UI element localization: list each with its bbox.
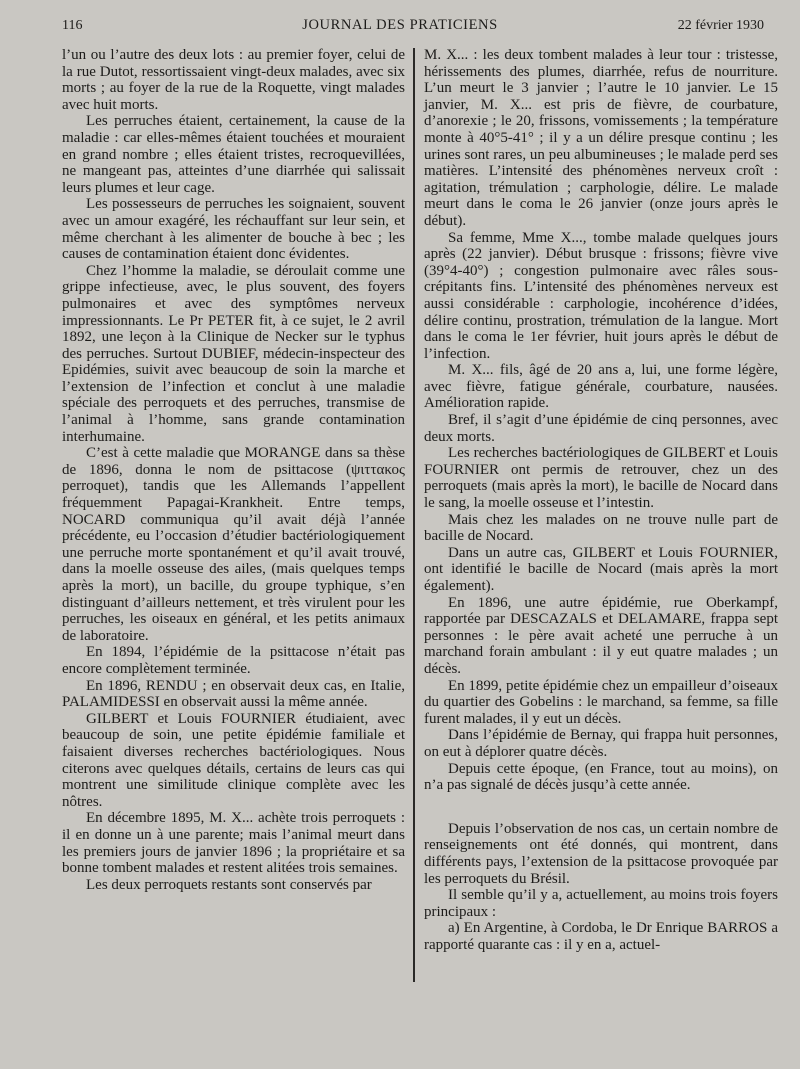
- paragraph: Les perruches étaient, certainement, la cause de la maladie : car elles-mêmes étaient touchées et mouraient en grand nombre ; elles étaient tristes, recroquevillées, ne mangeant pas, atteintes d’une diarrhée qui salissait leurs plumes et leur cage.: [62, 113, 405, 196]
- paragraph: Depuis cette époque, (en France, tout au moins), on n’a pas signalé de décès jusqu’à cette année.: [424, 760, 778, 794]
- paragraph: Dans l’épidémie de Bernay, qui frappa huit personnes, on eut à déplorer quatre décès.: [424, 727, 778, 760]
- paragraph: Les deux perroquets restants sont conservés par: [86, 876, 372, 893]
- paragraph: En 1899, petite épidémie chez un empailleur d’oiseaux du quartier des Gobelins : le marchand, sa femme, sa fille furent malades, il y eut un décès.: [424, 677, 778, 727]
- paragraph: En 1896, une autre épidémie, rue Oberkampf, rapportée par DESCAZALS et DELAMARE, frappa sept personnes : le père avait acheté une perruche à un marchand forain ambulant : il y eut quatre malades ; un décès.: [424, 594, 778, 677]
- page-header: [0, 0, 800, 40]
- paragraph: Les possesseurs de perruches les soignaient, souvent avec un amour exagéré, les réchauffant sur leur sein, et même cherchant à les alimenter de bouche à bec ; les causes de contamination étaient donc évidentes.: [62, 196, 405, 263]
- paragraph: Il semble qu’il y a, actuellement, au moins trois foyers principaux :: [424, 887, 778, 920]
- paragraph: Mais chez les malades on ne trouve nulle part de bacille de Nocard.: [424, 511, 778, 545]
- paragraph: a) En Argentine, à Cordoba, le Dr Enrique BARROS a rapporté quarante cas : il y en a, actuel-: [424, 920, 778, 953]
- paragraph: En 1894, l’épidémie de la psittacose n’était pas encore complètement terminée.: [62, 644, 405, 677]
- paragraph: Depuis l’observation de nos cas, un certain nombre de renseignements ont été donnés, qui montrent, dans différents pays, l’extension de la psittacose provoquée par les perroquets du Brésil.: [424, 820, 778, 887]
- paragraph: l’un ou l’autre des deux lots : au premier foyer, celui de la rue Dutot, ressortissaient vingt-deux malades, avec six morts ; au foyer de la rue de la Roquette, vingt malades avec huit morts.: [62, 47, 405, 113]
- issue-date: 22 février 1930: [677, 18, 764, 33]
- journal-title: JOURNAL DES PRATICIENS: [302, 17, 498, 33]
- left-column: [62, 47, 405, 893]
- right-column: [424, 47, 778, 953]
- paragraph: Les recherches bactériologiques de GILBERT et Louis FOURNIER ont permis de retrouver, chez un des perroquets (mais après la mort), le bacille de Nocard dans le sang, la moelle osseuse et l’intestin.: [424, 445, 778, 512]
- paragraph: M. X... fils, âgé de 20 ans a, lui, une forme légère, avec fièvre, fatigue générale, courbature, nausées. Amélioration rapide.: [424, 362, 778, 412]
- paragraph: Dans un autre cas, GILBERT et Louis FOURNIER, ont identifié le bacille de Nocard (mais après la mort également).: [424, 544, 778, 594]
- paragraph: M. X... : les deux tombent malades à leur tour : tristesse, hérissements des plumes, diarrhée, refus de nourriture. L’un meurt le 3 janvier ; l’autre le 10 janvier. Le 15 janvier, M. X... est pris de fièvre, de courbature, d’anorexie ; le 20, frissons, vomissements ; la température monte à 40°5-41° ; il y a un délire presque continu ; les urines sont rares, un peu albumineuses ; le malade perd ses matières. L’intensité des phénomènes nerveux croît : agitation, trémulation ; carphologie, délire. Le malade meurt dans le coma le 26 janvier (onze jours après le début).: [424, 47, 778, 229]
- paragraph: En décembre 1895, M. X... achète trois perroquets : il en donne un à une parente; mais l’animal meurt dans les premiers jours de janvier 1896 ; la propriétaire et sa bonne tombent malades et restent alitées trois semaines.: [62, 810, 405, 877]
- column-divider: [413, 48, 415, 982]
- paragraph: Bref, il s’agit d’une épidémie de cinq personnes, avec deux morts.: [424, 412, 778, 445]
- paragraph: C’est à cette maladie que MORANGE dans sa thèse de 1896, donna le nom de psittacose (ψιττακος perroquet), tandis que les Allemands l’appellent fréquemment Papagai-Krankheit. Entre temps, NOCARD communiqua qu’il avait déjà l’année précédente, eu l’occasion d’étudier bactériologiquement une perruche morte spontanément et qu’il avait trouvé, dans la moelle osseuse des ailes, (mais quelques temps après la mort), un bacille, du groupe typhique, s’en distinguant d’ailleurs nettement, et très virulent pour les perruches, les oiseaux en général, et les petits animaux de laboratoire.: [62, 445, 405, 644]
- paragraph: Chez l’homme la maladie, se déroulait comme une grippe infectieuse, avec, le plus souvent, des foyers pulmonaires et avec des symptômes nerveux impressionnants. Le Pr PETER fit, à ce sujet, le 2 avril 1892, une leçon à la Clinique de Necker sur le typhus des perruches. Surtout DUBIEF, médecin-inspecteur des Epidémies, suivit avec beaucoup de soin la marche et l’extension de l’infection et conclut à une maladie spéciale des perroquets et des perruches, transmise de l’animal à l’homme, sans grande contamination interhumaine.: [62, 262, 405, 445]
- paragraph: Sa femme, Mme X..., tombe malade quelques jours après (22 janvier). Début brusque : frissons; fièvre vive (39°4-40°) ; congestion pulmonaire avec râles sous-crépitants fins. L’intensité des phénomènes nerveux est aussi considérable : carphologie, incohérence d’idées, délire continu, prostration, trémulation de la langue. Mort dans le coma le 1er février, huit jours après le début de l’infection.: [424, 229, 778, 362]
- paragraph: En 1896, RENDU ; en observait deux cas, en Italie, PALAMIDESSI en observait aussi la même année.: [62, 677, 405, 711]
- page-number: 116: [62, 18, 83, 33]
- paragraph: GILBERT et Louis FOURNIER étudiaient, avec beaucoup de soin, une petite épidémie familiale et faisaient diverses recherches bactériologiques. Nous citerons avec quelques détails, certains de leurs cas qui montrent une similitude clinique complète avec les nôtres.: [62, 710, 405, 810]
